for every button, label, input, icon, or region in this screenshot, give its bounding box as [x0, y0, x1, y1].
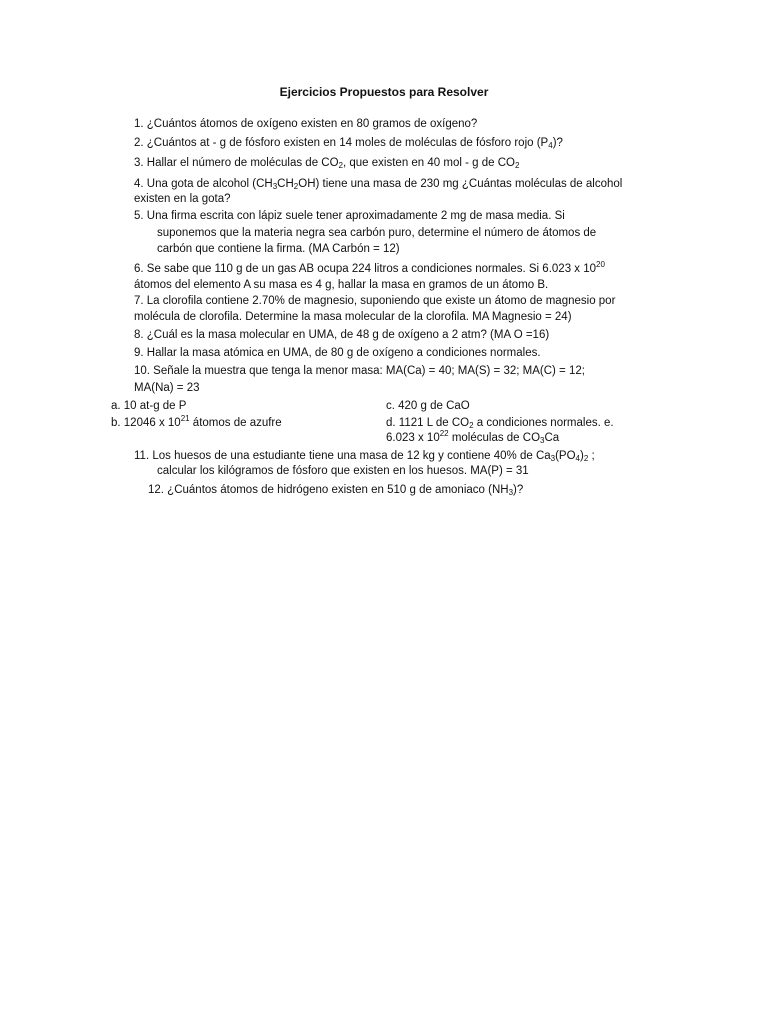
- question-4: 4. Una gota de alcohol $(CH_3CH_2OH)$ tiene una masa de 230 mg ¿Cuántas moléculas de alcohol: [134, 178, 623, 191]
- option-d: d. 1121 L de $CO_2$ a condiciones normales. e.: [386, 417, 614, 430]
- question-8: 8. ¿Cuál es la masa molecular en UMA, de 48 g de oxígeno a 2 atm? (MA O =16): [134, 329, 550, 341]
- question-2: 2. ¿Cuántos at - g de fósforo existen en 14 moles de moléculas de fósforo rojo $(P_4)$?: [134, 137, 563, 150]
- question-11-line-2: calcular los kilógramos de fósforo que existen en los huesos. MA(P) = 31: [157, 465, 529, 477]
- option-c: c. 420 g de CaO: [386, 400, 470, 412]
- question-11: 11. Los huesos de una estudiante tiene una masa de 12 kg y contiene 40% de $Ca_3(PO_4)_2$ ;: [134, 450, 595, 463]
- question-7: 7. La clorofila contiene 2.70% de magnesio, suponiendo que existe un átomo de magnesio por: [134, 295, 616, 307]
- question-10-line-2: MA(Na) = 23: [134, 382, 200, 394]
- page-title: Ejercicios Propuestos para Resolver: [279, 85, 489, 99]
- question-6: 6. Se sabe que 110 g de un gas AB ocupa 224 litros a condiciones normales. Si 6.023 x $10^{20}$: [134, 260, 605, 275]
- question-4-line-2: existen en la gota?: [134, 193, 231, 205]
- question-5-line-2: suponemos que la materia negra sea carbón puro, determine el número de átomos de: [157, 227, 597, 239]
- question-1: 1. ¿Cuántos átomos de oxígeno existen en 80 gramos de oxígeno?: [134, 118, 478, 130]
- question-9: 9. Hallar la masa atómica en UMA, de 80 g de oxígeno a condiciones normales.: [134, 347, 541, 359]
- question-3: 3. Hallar el número de moléculas de $CO_2$, que existen en 40 mol - g de $CO_2$: [134, 157, 520, 170]
- question-10: 10. Señale la muestra que tenga la menor masa: MA(Ca) = 40; MA(S) = 32; MA(C) = 12;: [134, 365, 585, 377]
- question-6-line-2: átomos del elemento A su masa es 4 g, hallar la masa en gramos de un átomo B.: [134, 279, 549, 291]
- question-5-line-3: carbón que contiene la firma. (MA Carbón = 12): [157, 243, 400, 255]
- option-a: a. 10 at-g de P: [111, 400, 187, 412]
- option-b: b. 12046 x $10^{21}$ átomos de azufre: [111, 414, 282, 429]
- option-e: 6.023 x $10^{22}$ moléculas de $CO_3Ca$: [386, 429, 560, 445]
- question-5: 5. Una firma escrita con lápiz suele tener aproximadamente 2 mg de masa media. Si: [134, 210, 565, 222]
- question-12: 12. ¿Cuántos átomos de hidrógeno existen en 510 g de amoniaco $(NH_3)$?: [148, 484, 524, 497]
- question-7-line-2: molécula de clorofila. Determine la masa molecular de la clorofila. MA Magnesio = 24): [134, 311, 572, 323]
